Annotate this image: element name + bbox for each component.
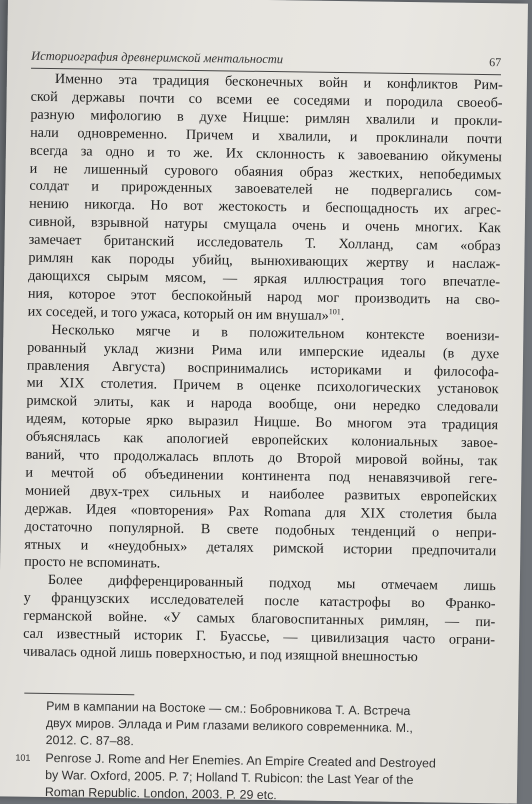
- text-line: замечает британский исследователь Т. Холланд, сам «образ: [28, 231, 501, 255]
- footnote-line: by War. Oxford, 2005. P. 7; Holland T. Rubicon: the Last Year of the: [45, 767, 414, 787]
- text-line: нали одновременно. Причем и хвалили, и проклинали почти: [30, 124, 503, 147]
- text-line: у французских исследователей после катастрофы во Франко-: [23, 589, 496, 613]
- footnote: [15, 749, 494, 803]
- main-text: [23, 71, 503, 668]
- text-line: чивалась одной лишь поверхностью, и под изящной внешностью: [22, 643, 418, 666]
- footnote-number: 101: [15, 752, 31, 763]
- paragraph: [23, 572, 496, 668]
- text-line: разную мифологию в духе Ницше: римлян хвалили и прокли-: [30, 106, 503, 130]
- text-line: держав. Идея «повторения» Pax Romana для XIX столетия была: [24, 500, 497, 523]
- text-line: правления Августа) воспринимались историками и философа-: [26, 357, 499, 380]
- footnote-line: двух миров. Эллада и Рим глазами великого современника. М.,: [45, 716, 414, 736]
- text-line: идеям, которые ярко выразил Ницше. Во многом эта традиция: [26, 410, 499, 434]
- text-line: ской державы почти со всеми ее соседями и породила своеоб-: [30, 88, 503, 112]
- footnote-reference[interactable]: 101: [328, 306, 341, 317]
- text-line: и не лишенный сурового обаяния образ жестких, непобедимых: [29, 160, 502, 183]
- text-line: сал известный историк Г. Буассье, — цивилизация часто ограни-: [23, 625, 496, 649]
- text-line: ми XIX столетия. Причем в оценке психологических установок: [26, 375, 499, 398]
- text-line: германской войне. «У самых благовоспитанных римлян, — пи-: [23, 607, 496, 631]
- text-line: рованный уклад жизни Рима или имперские идеалы (в духе: [27, 339, 500, 362]
- text-line: дающихся сырым мясом, — яркая иллюстрация того впечатле-: [28, 267, 501, 291]
- text-line: сивной, взрывной натуры смущала очень и очень многих. Как: [28, 213, 501, 237]
- text-line: Более дифференцированный подход мы отмечаем лишь: [47, 572, 496, 595]
- text-line: просто не вспоминать.: [24, 554, 161, 573]
- text-line: всегда за одно и то же. Их склонность к завоеванию ойкумены: [29, 142, 502, 165]
- text-line: и мечтой об объединении континента под ненавязчивой геге-: [25, 464, 498, 488]
- footnotes: [15, 698, 494, 804]
- footnote-line: Penrose J. Rome and Her Enemies. An Empire Created and Destroyed: [45, 750, 436, 771]
- footnote-separator: [24, 693, 134, 696]
- footnote: [24, 698, 495, 756]
- text-line: Именно эта традиция бесконечных войн и конфликтов Рим-: [54, 71, 503, 94]
- page-number: 67: [489, 55, 502, 70]
- footnote-line: Рим в кампании на Востоке — см.: Бобровникова Т. А. Встреча: [46, 698, 411, 719]
- text-line: римской элиты, как и народа вообще, они нередко следовали: [26, 392, 499, 416]
- text-line: ятных и «неудобных» деталях римской истории предпочитали: [24, 536, 497, 559]
- text-line: ния, которое этот беспокойный народ мог производить на сво-: [27, 285, 500, 309]
- running-title: Историография древнеримской ментальности: [31, 48, 284, 67]
- paragraph: [27, 71, 502, 328]
- text-line: солдат и прирожденных завоевателей не подвергались сом-: [29, 178, 502, 201]
- text-line: их соседей, и того ужаса, который он им внушал»$^{101}$.: [27, 303, 345, 324]
- text-line: монией двух-трех сильных и наиболее развитых европейских: [25, 482, 498, 506]
- text-line: Несколько мягче и в положительном контексте военизи-: [51, 321, 500, 344]
- text-line: нению никогда. Но вот жестокость и беспощадность их агрес-: [29, 196, 502, 219]
- footnote-line: Roman Republic. London, 2003. P. 29 etc.: [44, 784, 277, 803]
- paragraph: [24, 321, 499, 578]
- running-header: [31, 49, 501, 71]
- footnote-line: 2012. С. 87–88.: [45, 733, 134, 749]
- text-line: объяснялась как апологией европейских колониальных завое-: [25, 428, 498, 452]
- text-line: достаточно популярной. В свете подобных тенденций о непри-: [24, 518, 497, 541]
- text-line: ваний, что продолжалась вплоть до Второй мировой войны, так: [25, 446, 498, 470]
- text-line: римлян как породы убийц, вынюхивающих жертву и наслаж-: [28, 249, 501, 273]
